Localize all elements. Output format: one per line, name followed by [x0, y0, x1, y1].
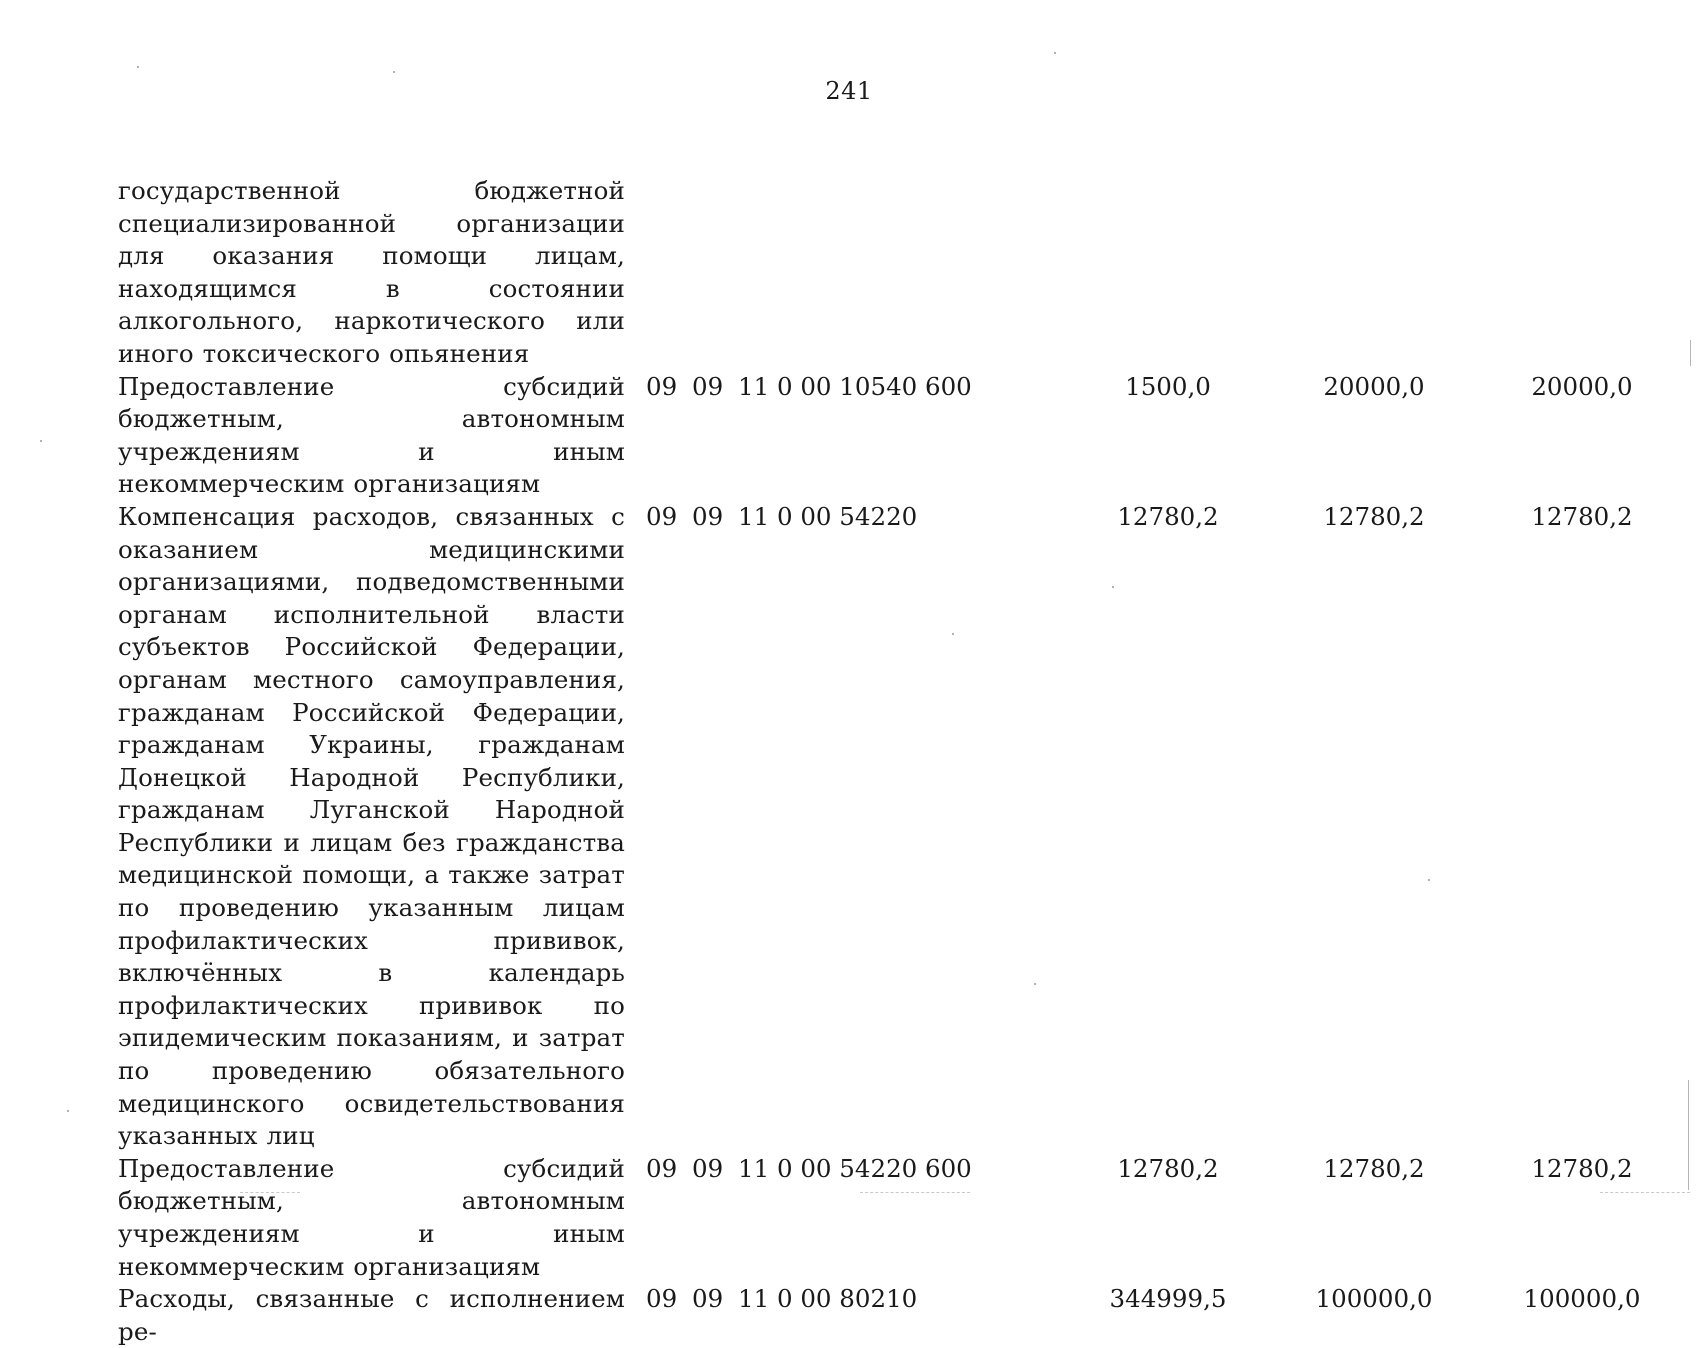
page-number: 241: [825, 77, 873, 105]
table-row: [118, 501, 1633, 1153]
scan-speck: [1034, 983, 1036, 985]
scan-speck: [67, 1110, 69, 1112]
section-code: 09: [646, 1153, 678, 1183]
table-row: [118, 371, 1633, 501]
amount-year-2: 12780,2: [1323, 1153, 1425, 1183]
amount-year-2: 20000,0: [1323, 371, 1425, 401]
budget-table: [118, 175, 1641, 1348]
target-item-code: 11 0 00 54220: [738, 501, 918, 531]
scan-speck: [137, 66, 139, 68]
row-description: государственной бюджетной специализированной организации для оказания помощи лицам, находящимся в состоянии алкогольного, наркотического или иного токсического опьянения: [118, 176, 625, 368]
scan-edge-mark: [860, 1192, 970, 1194]
amount-year-3: 100000,0: [1523, 1284, 1641, 1314]
section-code: 09: [646, 501, 678, 531]
scan-speck: [1054, 52, 1056, 54]
scan-edge-mark: [1688, 1080, 1689, 1190]
section-code: 09: [646, 371, 678, 401]
table-row: [118, 1153, 1633, 1283]
target-item-code: 11 0 00 10540: [738, 371, 918, 401]
expense-type-code: 600: [925, 371, 972, 401]
scan-edge-mark: [1600, 1192, 1690, 1194]
scan-speck: [1112, 586, 1114, 588]
expense-type-code: 600: [925, 1153, 972, 1183]
amount-year-1: 12780,2: [1117, 1153, 1219, 1183]
scan-speck: [1428, 879, 1430, 881]
scan-edge-mark: [240, 1192, 300, 1194]
row-description: Компенсация расходов, связанных с оказанием медицинскими организациями, подведомственными органам исполнительной власти субъектов Российской Федерации, органам местного самоуправления, гражданам Российской Федерации, гражданам Украины, гражданам Донецкой Народной Республики, гражданам Луганской Народной Республики и лицам без гражданства медицинской помощи, а также затрат по проведению указанным лицам профилактических прививок, включённых в календарь профилактических прививок по эпидемическим показаниям, и затрат по проведению обязательного медицинского освидетельствования указанных лиц: [118, 501, 625, 1151]
scan-edge-mark: [1690, 340, 1691, 366]
scan-speck: [393, 71, 395, 73]
table-row: [118, 175, 1578, 371]
section-code: 09: [646, 1284, 678, 1314]
amount-year-1: 344999,5: [1109, 1284, 1227, 1314]
scan-speck: [40, 440, 42, 442]
amount-year-2: 100000,0: [1315, 1284, 1433, 1314]
amount-year-1: 12780,2: [1117, 501, 1219, 531]
row-description: Предоставление субсидий бюджетным, автономным учреждениям и иным некоммерческим организациям: [118, 371, 625, 499]
amount-year-3: 20000,0: [1531, 371, 1633, 401]
subsection-code: 09: [692, 1284, 724, 1314]
row-description: Расходы, связанные с исполнением ре-: [118, 1284, 625, 1346]
table-row: [118, 1283, 1641, 1348]
amount-year-2: 12780,2: [1323, 501, 1425, 531]
amount-year-3: 12780,2: [1531, 501, 1633, 531]
subsection-code: 09: [692, 501, 724, 531]
row-description: Предоставление субсидий бюджетным, автономным учреждениям и иным некоммерческим организациям: [118, 1153, 625, 1281]
scan-speck: [952, 633, 954, 635]
target-item-code: 11 0 00 80210: [738, 1284, 918, 1314]
subsection-code: 09: [692, 1153, 724, 1183]
target-item-code: 11 0 00 54220: [738, 1153, 918, 1183]
subsection-code: 09: [692, 371, 724, 401]
amount-year-1: 1500,0: [1125, 371, 1211, 401]
amount-year-3: 12780,2: [1531, 1153, 1633, 1183]
